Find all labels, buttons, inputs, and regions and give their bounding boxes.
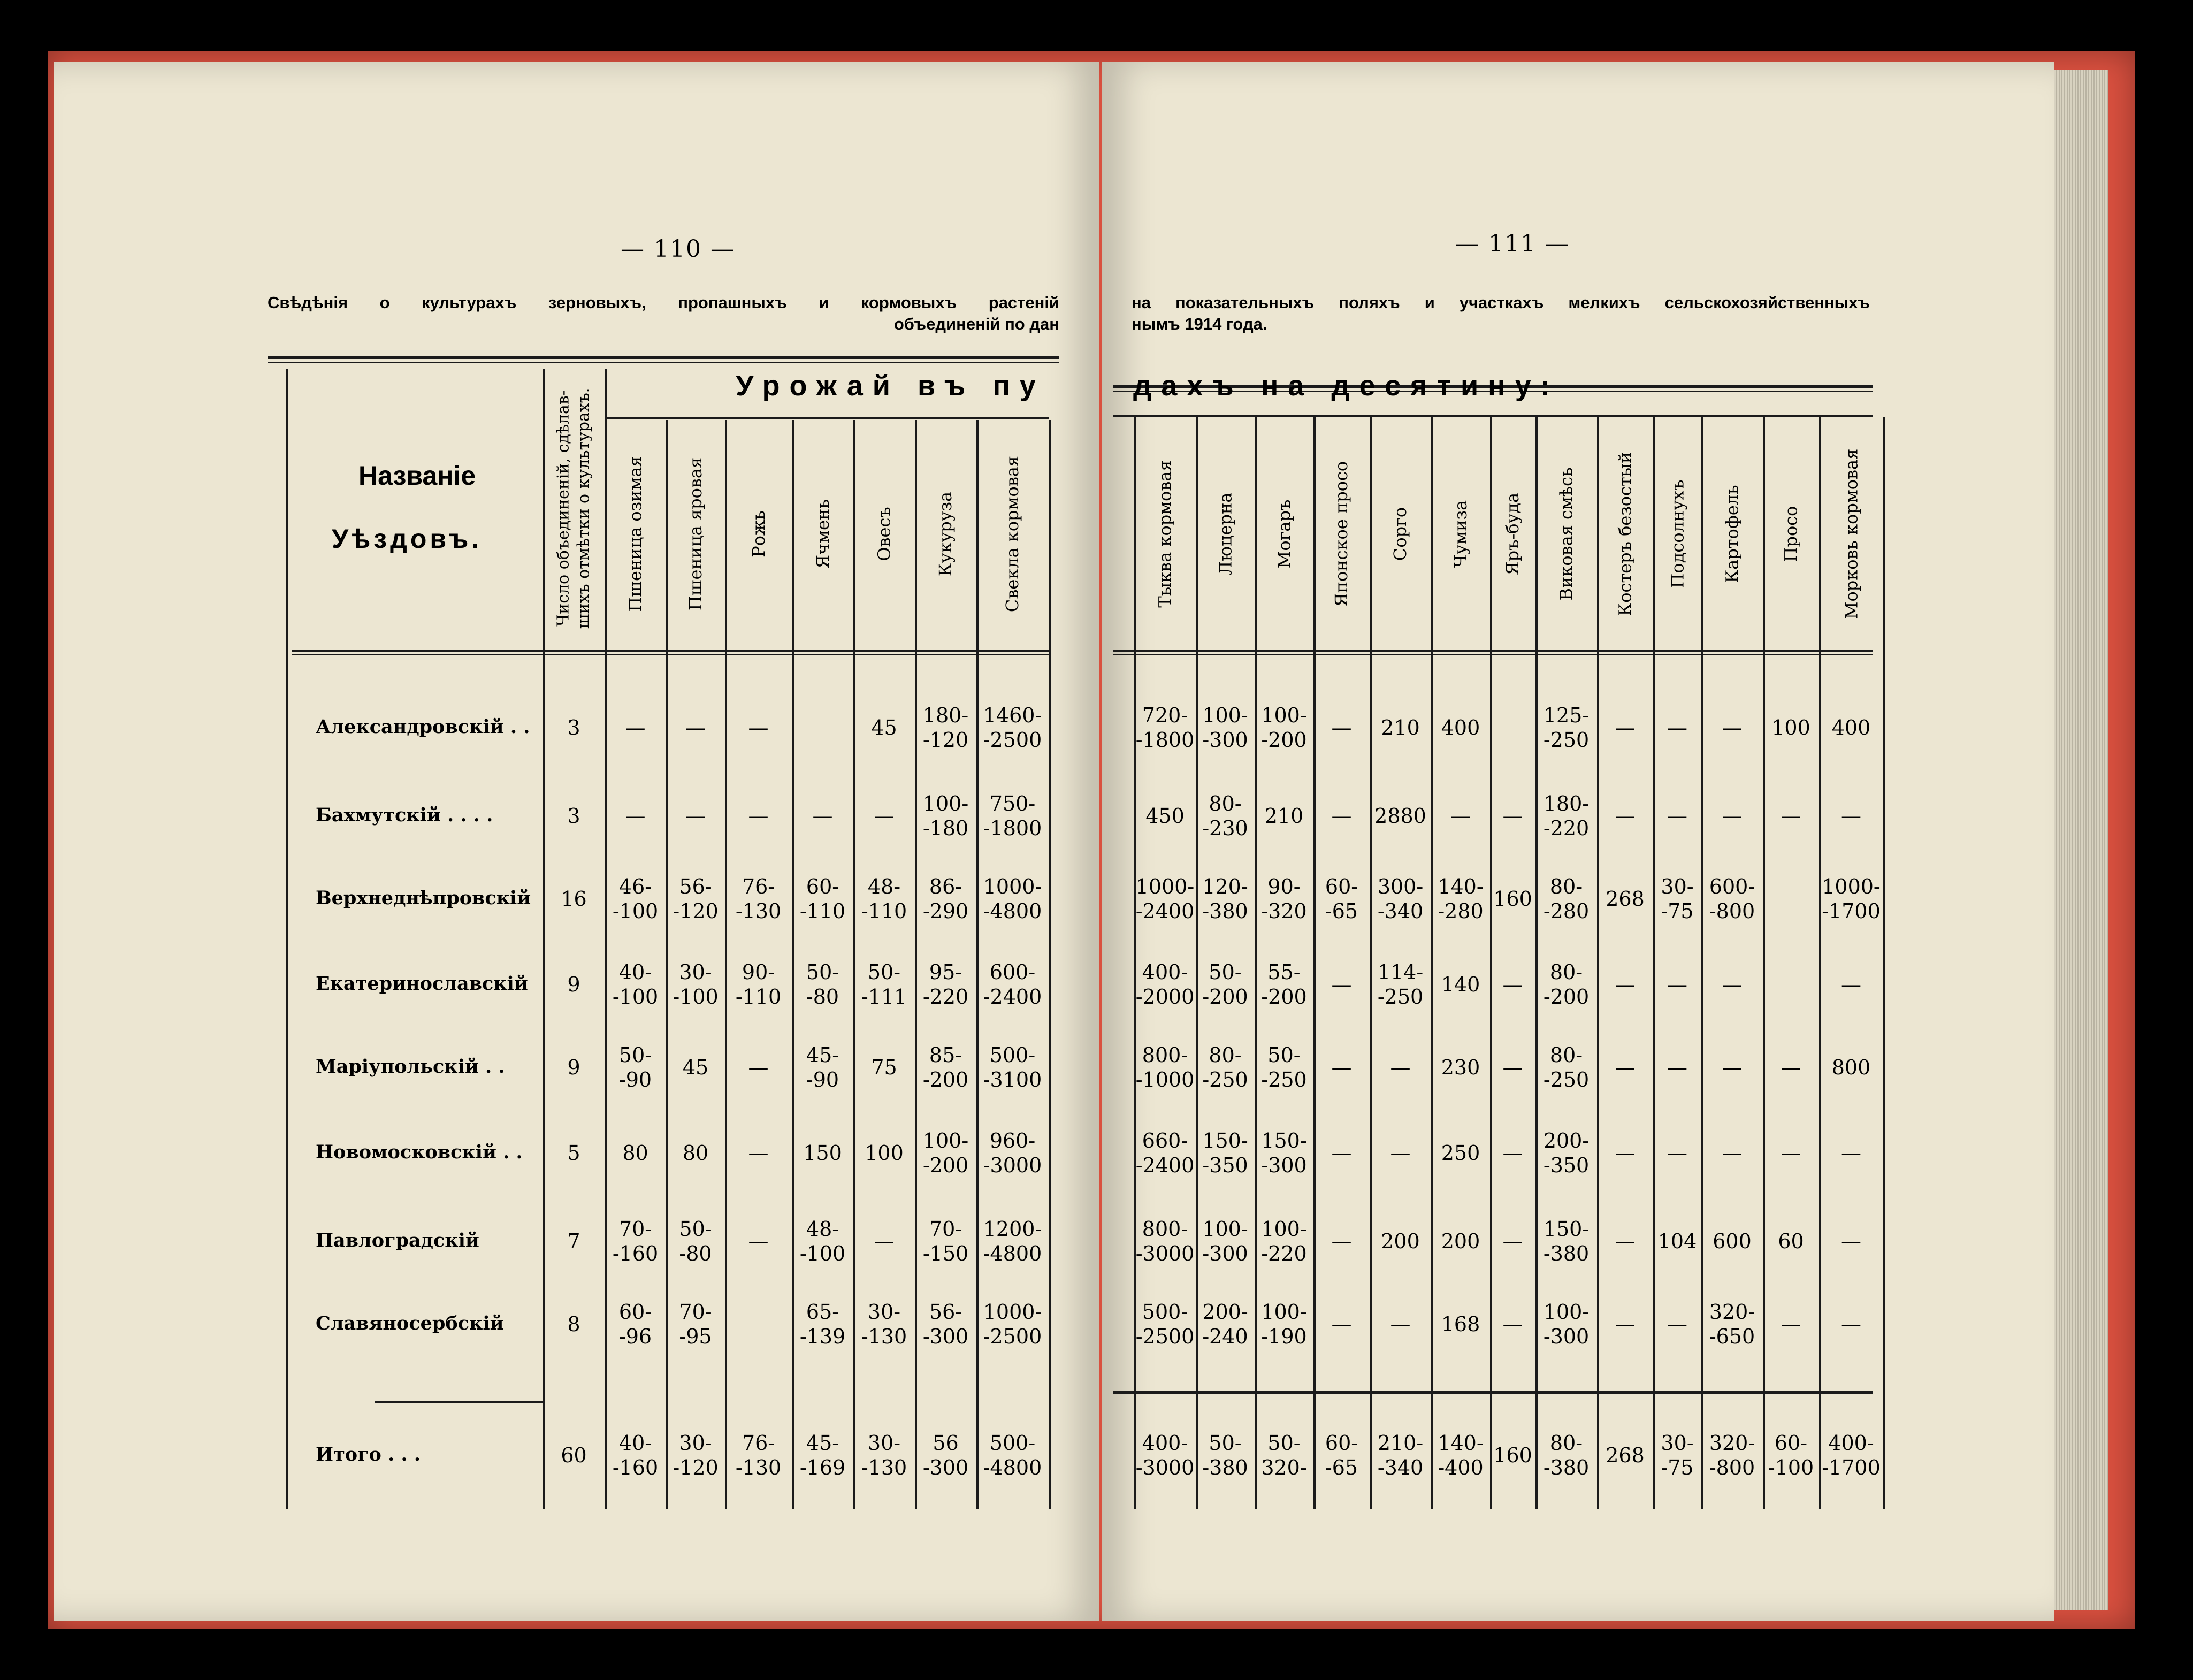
table-row-right-value-cell: 660- -2400 xyxy=(1135,1129,1195,1177)
table-row-right-value-cell: — xyxy=(1331,973,1352,996)
right-crop-header xyxy=(1196,420,1255,647)
table-row-left-value-cell: 76- -130 xyxy=(735,875,782,923)
right-crop-header-text: Картофель xyxy=(1722,484,1743,583)
table-row-left-value-cell: — xyxy=(748,1230,769,1253)
count-column-header xyxy=(543,369,605,647)
table-row-right-value-cell: 80- -250 xyxy=(1543,1043,1590,1091)
table-row-left-value-cell: 30- -100 xyxy=(673,960,719,1009)
total-right-value-cell: 400- -1700 xyxy=(1822,1431,1881,1479)
table-row-count-cell: 8 xyxy=(567,1312,580,1336)
table-row-left-value-cell: — xyxy=(685,716,706,739)
table-row-right-value-cell: — xyxy=(1781,1312,1801,1336)
table-row-left-value-cell: — xyxy=(748,804,769,828)
total-left-value-cell: 56 -300 xyxy=(922,1431,969,1479)
table-row-right-value-cell: 180- -220 xyxy=(1543,792,1590,840)
table-row-count-cell: 9 xyxy=(567,1056,580,1079)
table-row-right-value-cell: — xyxy=(1667,716,1687,739)
total-rule-left xyxy=(375,1401,543,1403)
total-right-value-cell: 268 xyxy=(1606,1444,1645,1467)
table-row-right-value-cell: 400 xyxy=(1831,716,1871,739)
total-right-value-cell: 30- -75 xyxy=(1661,1431,1694,1479)
table-row-left-value-cell: 1000- -2500 xyxy=(983,1300,1042,1348)
right-crop-header-text: Яръ-буда xyxy=(1502,492,1523,575)
table-row-left-value-cell: — xyxy=(748,1141,769,1165)
right-crop-header-text: Могаръ xyxy=(1274,499,1294,568)
table-row-left-value-cell xyxy=(725,1289,792,1359)
right-crop-header-text: Японское просо xyxy=(1331,461,1352,607)
left-column-divider xyxy=(1049,420,1051,1509)
right-crop-header xyxy=(1763,420,1819,647)
right-crop-header xyxy=(1255,420,1313,647)
table-row-right-value-cell: — xyxy=(1331,1056,1352,1079)
table-row-right-value-cell: — xyxy=(1722,716,1743,739)
table-row-count-cell: 7 xyxy=(567,1230,580,1253)
table-row-right-value-cell: 104 xyxy=(1657,1230,1697,1253)
table-row-right-value-cell: 80- -280 xyxy=(1543,875,1590,923)
table-row-left-value-cell: 48- -110 xyxy=(861,875,907,923)
table-row-right-value-cell: 1000- -2400 xyxy=(1135,875,1195,923)
table-row-left-value-cell: 750- -1800 xyxy=(983,792,1042,840)
table-row-left-value-cell: 90- -110 xyxy=(735,960,782,1009)
table-row-right-value-cell: 114- -250 xyxy=(1377,960,1424,1009)
left-crop-header xyxy=(976,420,1049,647)
table-row-right-value-cell: — xyxy=(1502,1312,1523,1336)
table-row-left-value-cell: 100- -200 xyxy=(922,1129,969,1177)
total-rule-right xyxy=(1113,1391,1873,1394)
right-crop-header-text: Просо xyxy=(1781,506,1801,562)
table-row-left-value-cell: 100 xyxy=(865,1141,904,1165)
left-crop-header-text: Овесъ xyxy=(874,506,895,561)
table-row-left-value-cell: — xyxy=(625,716,646,739)
table-row-right-value-cell: — xyxy=(1781,804,1801,828)
total-right-value-cell: 400- -3000 xyxy=(1135,1431,1195,1479)
header-bottom-rule-right-2 xyxy=(1113,654,1873,655)
table-row-left-value-cell: 1460- -2500 xyxy=(983,704,1042,752)
table-row-district-name: Павлоградскій xyxy=(316,1230,479,1251)
table-row-count-cell: 3 xyxy=(567,804,580,828)
table-row-left-value-cell: 180- -120 xyxy=(922,704,969,752)
table-row-right-value-cell: 125- -250 xyxy=(1543,704,1590,752)
table-row-left-value-cell: 65- -139 xyxy=(799,1300,846,1348)
total-right-value-cell: 320- -800 xyxy=(1709,1431,1755,1479)
left-crop-header-text: Пшеница яровая xyxy=(685,457,706,610)
left-banner: Урожай въ пу xyxy=(736,370,1045,402)
total-left-value-cell: 30- -120 xyxy=(673,1431,719,1479)
total-count-cell: 60 xyxy=(561,1444,587,1467)
table-row-district-name: Екатеринославскій xyxy=(316,973,528,995)
table-row-left-value-cell: 70- -160 xyxy=(612,1217,659,1265)
table-row-right-value-cell: 150- -300 xyxy=(1261,1129,1307,1177)
total-left-value-cell: 500- -4800 xyxy=(983,1431,1042,1479)
table-row-left-value-cell: — xyxy=(748,716,769,739)
table-row-right-value-cell: 210 xyxy=(1381,716,1420,739)
table-row-right-value-cell: — xyxy=(1615,1141,1636,1165)
right-crop-header-text: Виковая смѣсь xyxy=(1556,467,1577,601)
total-left-value-cell: 40- -160 xyxy=(612,1431,659,1479)
right-crop-header xyxy=(1701,420,1763,647)
total-left-value-cell: 30- -130 xyxy=(861,1431,907,1479)
table-row-left-value-cell: — xyxy=(748,1056,769,1079)
table-row-right-value-cell xyxy=(1490,693,1535,762)
count-column-header-text: Число объединеній, сдѣлав- шихъ отмѣтки о культурахъ. xyxy=(554,387,593,629)
left-crop-header-text: Пшеница озимая xyxy=(625,455,646,612)
table-row-right-value-cell: — xyxy=(1615,1230,1636,1253)
table-row-right-value-cell: — xyxy=(1781,1056,1801,1079)
table-row-right-value-cell: 200 xyxy=(1381,1230,1420,1253)
table-row-left-value-cell: 56- -120 xyxy=(673,875,719,923)
table-row-right-value-cell: 60- -65 xyxy=(1325,875,1358,923)
right-page-number: — 111 — xyxy=(1455,230,1570,257)
right-crop-header xyxy=(1313,420,1370,647)
table-row-right-value-cell: 60 xyxy=(1778,1230,1804,1253)
table-row-left-value-cell: 500- -3100 xyxy=(983,1043,1042,1091)
table-row-right-value-cell: — xyxy=(1615,804,1636,828)
right-crop-header xyxy=(1535,420,1597,647)
table-row-right-value-cell: 1000- -1700 xyxy=(1822,875,1881,923)
table-row-left-value-cell: 85- -200 xyxy=(922,1043,969,1091)
table-row-right-value-cell: 268 xyxy=(1606,887,1645,911)
table-row-left-value-cell: 86- -290 xyxy=(922,875,969,923)
table-row-right-value-cell: — xyxy=(1722,804,1743,828)
header-double-rule-left-2 xyxy=(268,362,1059,363)
table-row-left-value-cell: 80 xyxy=(622,1141,648,1165)
table-row-right-value-cell: 250 xyxy=(1441,1141,1480,1165)
table-row-left-value-cell: 50- -80 xyxy=(806,960,839,1009)
table-row-left-value-cell: 1200- -4800 xyxy=(983,1217,1042,1265)
right-crop-header-text: Костеръ безостый xyxy=(1615,452,1636,616)
table-row-left-value-cell: 40- -100 xyxy=(612,960,659,1009)
table-row-right-value-cell: 800 xyxy=(1831,1056,1871,1079)
right-crop-header-text: Чумиза xyxy=(1450,500,1471,568)
total-right-value-cell: 210- -340 xyxy=(1377,1431,1424,1479)
table-row-right-value-cell xyxy=(1763,950,1819,1019)
left-crop-header xyxy=(725,420,792,647)
left-crop-header-text: Ячмень xyxy=(812,499,833,569)
table-row-right-value-cell: 320- -650 xyxy=(1709,1300,1755,1348)
table-row-right-value-cell: — xyxy=(1841,804,1861,828)
right-crop-header xyxy=(1597,420,1653,647)
right-crop-header-text: Подсолнухъ xyxy=(1667,479,1688,588)
table-row-left-value-cell: 50- -90 xyxy=(618,1043,652,1091)
total-right-value-cell: 60- -100 xyxy=(1768,1431,1814,1479)
left-crop-header xyxy=(853,420,915,647)
header-bottom-rule-right xyxy=(1113,650,1873,652)
table-row-district-name: Славяносербскій xyxy=(316,1312,504,1334)
right-crop-header xyxy=(1819,420,1883,647)
table-row-right-value-cell: 150- -350 xyxy=(1202,1129,1248,1177)
table-row-right-value-cell: 200- -350 xyxy=(1543,1129,1590,1177)
total-left-value-cell: 45- -169 xyxy=(799,1431,846,1479)
header-bottom-rule-left xyxy=(292,650,1049,652)
table-row-district-name: Александровскій . . xyxy=(316,716,530,738)
table-row-left-value-cell xyxy=(792,693,853,762)
banner-rule-left xyxy=(605,417,1049,419)
table-row-right-value-cell: — xyxy=(1722,973,1743,996)
table-row-right-value-cell: 90- -320 xyxy=(1261,875,1307,923)
table-row-left-value-cell: 75 xyxy=(871,1056,897,1079)
right-column-divider xyxy=(1883,417,1885,1509)
table-row-count-cell: 9 xyxy=(567,973,580,996)
left-crop-header xyxy=(666,420,725,647)
table-row-right-value-cell: — xyxy=(1390,1056,1411,1079)
table-row-count-cell: 3 xyxy=(567,716,580,739)
right-header-line2: нымъ 1914 года. xyxy=(1132,315,1267,333)
table-row-right-value-cell: — xyxy=(1502,973,1523,996)
table-row-right-value-cell: 300- -340 xyxy=(1377,875,1424,923)
table-row-right-value-cell: 80- -230 xyxy=(1202,792,1248,840)
table-row-right-value-cell: — xyxy=(1615,1312,1636,1336)
table-row-right-value-cell: 100- -300 xyxy=(1202,704,1248,752)
table-row-right-value-cell: 30- -75 xyxy=(1661,875,1694,923)
table-row-left-value-cell: — xyxy=(812,804,833,828)
table-row-right-value-cell xyxy=(1763,864,1819,934)
table-row-district-name: Маріупольскій . . xyxy=(316,1056,505,1078)
table-row-right-value-cell: 600- -800 xyxy=(1709,875,1755,923)
table-row-right-value-cell: 160 xyxy=(1493,887,1532,911)
table-row-right-value-cell: 140 xyxy=(1441,973,1480,996)
table-row-left-value-cell: 60- -110 xyxy=(799,875,846,923)
total-district-name: Итого . . . xyxy=(316,1444,421,1465)
table-row-left-value-cell: 600- -2400 xyxy=(983,960,1042,1009)
table-row-right-value-cell: 2880 xyxy=(1374,804,1426,828)
right-banner: дахъ на десятину: xyxy=(1133,370,1560,402)
left-header-line2: объединеній по дан xyxy=(893,315,1059,333)
right-crop-header xyxy=(1653,420,1701,647)
table-row-right-value-cell: 800- -3000 xyxy=(1135,1217,1195,1265)
table-row-right-value-cell: — xyxy=(1667,804,1687,828)
table-row-right-value-cell: 55- -200 xyxy=(1261,960,1307,1009)
table-row-right-value-cell: — xyxy=(1615,973,1636,996)
table-row-district-name: Верхнеднѣпровскій xyxy=(316,887,531,909)
table-row-left-value-cell: 45 xyxy=(682,1056,709,1079)
table-row-right-value-cell: 400- -2000 xyxy=(1135,960,1195,1009)
table-row-right-value-cell: 100- -190 xyxy=(1261,1300,1307,1348)
name-header-line2: Уѣздовъ. xyxy=(332,524,483,554)
table-row-right-value-cell: — xyxy=(1502,804,1523,828)
table-row-left-value-cell: 70- -95 xyxy=(679,1300,712,1348)
left-crop-header-text: Кукуруза xyxy=(935,491,956,576)
table-left-border xyxy=(286,369,288,1509)
header-bottom-rule-left-2 xyxy=(292,654,1049,655)
total-left-value-cell: 76- -130 xyxy=(735,1431,782,1479)
table-row-right-value-cell: 450 xyxy=(1145,804,1185,828)
table-row-left-value-cell: — xyxy=(685,804,706,828)
table-row-right-value-cell: — xyxy=(1781,1141,1801,1165)
table-row-right-value-cell: — xyxy=(1331,716,1352,739)
table-row-right-value-cell: — xyxy=(1615,716,1636,739)
table-row-right-value-cell: 400 xyxy=(1441,716,1480,739)
table-row-left-value-cell: 45- -90 xyxy=(806,1043,839,1091)
table-row-left-value-cell: 95- -220 xyxy=(922,960,969,1009)
table-row-left-value-cell: 60- -96 xyxy=(618,1300,652,1348)
table-row-right-value-cell: — xyxy=(1667,1056,1687,1079)
table-row-right-value-cell: — xyxy=(1390,1312,1411,1336)
right-crop-header xyxy=(1134,420,1196,647)
table-row-right-value-cell: 210 xyxy=(1264,804,1304,828)
table-row-right-value-cell: 200 xyxy=(1441,1230,1480,1253)
table-row-left-value-cell: 100- -180 xyxy=(922,792,969,840)
table-row-right-value-cell: — xyxy=(1502,1141,1523,1165)
right-crop-header-text: Люцерна xyxy=(1215,492,1235,575)
left-crop-header xyxy=(915,420,976,647)
table-row-right-value-cell: 230 xyxy=(1441,1056,1480,1079)
table-row-right-value-cell: 50- -200 xyxy=(1202,960,1248,1009)
left-crop-header xyxy=(792,420,853,647)
total-right-value-cell: 50- 320- xyxy=(1261,1431,1307,1479)
right-crop-header-text: Сорго xyxy=(1390,507,1411,561)
total-right-value-cell: 80- -380 xyxy=(1543,1431,1590,1479)
right-crop-header-text: Тыква кормовая xyxy=(1155,460,1175,608)
table-row-right-value-cell: — xyxy=(1331,1312,1352,1336)
header-double-rule-left xyxy=(268,356,1059,359)
page-edges xyxy=(2054,70,2108,1610)
left-crop-header-text: Рожь xyxy=(748,510,769,558)
table-row-right-value-cell: — xyxy=(1331,1141,1352,1165)
table-row-right-value-cell: 150- -380 xyxy=(1543,1217,1590,1265)
table-row-right-value-cell: — xyxy=(1615,1056,1636,1079)
total-right-value-cell: 160 xyxy=(1493,1444,1532,1467)
table-row-right-value-cell: 140- -280 xyxy=(1438,875,1484,923)
table-row-right-value-cell: 500- -2500 xyxy=(1135,1300,1195,1348)
table-row-district-name: Бахмутскій . . . . xyxy=(316,804,493,826)
table-row-right-value-cell: — xyxy=(1667,1141,1687,1165)
table-row-district-name: Новомосковскій . . xyxy=(316,1141,523,1163)
table-row-right-value-cell: 100- -200 xyxy=(1261,704,1307,752)
right-crop-header xyxy=(1431,420,1490,647)
table-row-right-value-cell: — xyxy=(1331,1230,1352,1253)
right-crop-header xyxy=(1370,420,1431,647)
table-row-right-value-cell: 100- -300 xyxy=(1543,1300,1590,1348)
table-row-right-value-cell: — xyxy=(1450,804,1471,828)
table-row-right-value-cell: 200- -240 xyxy=(1202,1300,1248,1348)
table-row-left-value-cell: 150 xyxy=(803,1141,842,1165)
table-row-right-value-cell: — xyxy=(1722,1056,1743,1079)
right-header-line1: на показательныхъ поляхъ и участкахъ мелкихъ сельскохозяйственныхъ xyxy=(1132,293,1870,312)
name-header-line1: Названіе xyxy=(358,461,476,491)
total-right-value-cell: 140- -400 xyxy=(1438,1431,1484,1479)
table-row-right-value-cell: 100- -220 xyxy=(1261,1217,1307,1265)
table-row-left-value-cell: 56- -300 xyxy=(922,1300,969,1348)
table-row-right-value-cell: 50- -250 xyxy=(1261,1043,1307,1091)
table-row-left-value-cell: 48- -100 xyxy=(799,1217,846,1265)
table-row-right-value-cell: — xyxy=(1502,1056,1523,1079)
right-crop-header xyxy=(1490,420,1535,647)
table-row-right-value-cell: — xyxy=(1667,1312,1687,1336)
table-row-right-value-cell: — xyxy=(1841,973,1861,996)
table-row-right-value-cell: — xyxy=(1841,1141,1861,1165)
left-page-number: — 110 — xyxy=(621,235,735,263)
banner-rule-right xyxy=(1113,415,1873,417)
table-row-right-value-cell: 100 xyxy=(1771,716,1810,739)
table-row-count-cell: 5 xyxy=(567,1141,580,1165)
table-row-right-value-cell: 168 xyxy=(1441,1312,1480,1336)
table-row-left-value-cell: — xyxy=(625,804,646,828)
table-row-left-value-cell: 960- -3000 xyxy=(983,1129,1042,1177)
table-row-left-value-cell: — xyxy=(874,1230,895,1253)
table-row-right-value-cell: — xyxy=(1841,1312,1861,1336)
table-row-right-value-cell: — xyxy=(1502,1230,1523,1253)
table-row-count-cell: 16 xyxy=(561,887,587,911)
total-right-value-cell: 60- -65 xyxy=(1325,1431,1358,1479)
table-row-right-value-cell: — xyxy=(1841,1230,1861,1253)
table-row-right-value-cell: 120- -380 xyxy=(1202,875,1248,923)
left-header-line1: Свѣдѣнія о культурахъ зерновыхъ, пропашныхъ и кормовыхъ растеній xyxy=(268,293,1059,312)
table-row-right-value-cell: 80- -200 xyxy=(1543,960,1590,1009)
table-row-right-value-cell: — xyxy=(1390,1141,1411,1165)
table-row-left-value-cell: 50- -80 xyxy=(679,1217,712,1265)
table-row-left-value-cell: 45 xyxy=(871,716,897,739)
table-row-right-value-cell: 80- -250 xyxy=(1202,1043,1248,1091)
table-row-left-value-cell: 46- -100 xyxy=(612,875,659,923)
table-row-right-value-cell: 720- -1800 xyxy=(1135,704,1195,752)
table-row-right-value-cell: — xyxy=(1722,1141,1743,1165)
right-crop-header-text: Морковь кормовая xyxy=(1841,448,1862,619)
table-row-right-value-cell: 100- -300 xyxy=(1202,1217,1248,1265)
left-crop-header xyxy=(605,420,666,647)
table-row-left-value-cell: 80 xyxy=(682,1141,709,1165)
table-row-left-value-cell: — xyxy=(874,804,895,828)
table-row-left-value-cell: 1000- -4800 xyxy=(983,875,1042,923)
table-row-left-value-cell: 70- -150 xyxy=(922,1217,969,1265)
table-row-left-value-cell: 30- -130 xyxy=(861,1300,907,1348)
table-row-right-value-cell: 600 xyxy=(1713,1230,1752,1253)
table-row-right-value-cell: — xyxy=(1331,804,1352,828)
table-row-left-value-cell: 50- -111 xyxy=(861,960,907,1009)
left-crop-header-text: Свекла кормовая xyxy=(1002,455,1023,612)
table-row-right-value-cell: 800- -1000 xyxy=(1135,1043,1195,1091)
table-row-right-value-cell: — xyxy=(1667,973,1687,996)
total-right-value-cell: 50- -380 xyxy=(1202,1431,1248,1479)
